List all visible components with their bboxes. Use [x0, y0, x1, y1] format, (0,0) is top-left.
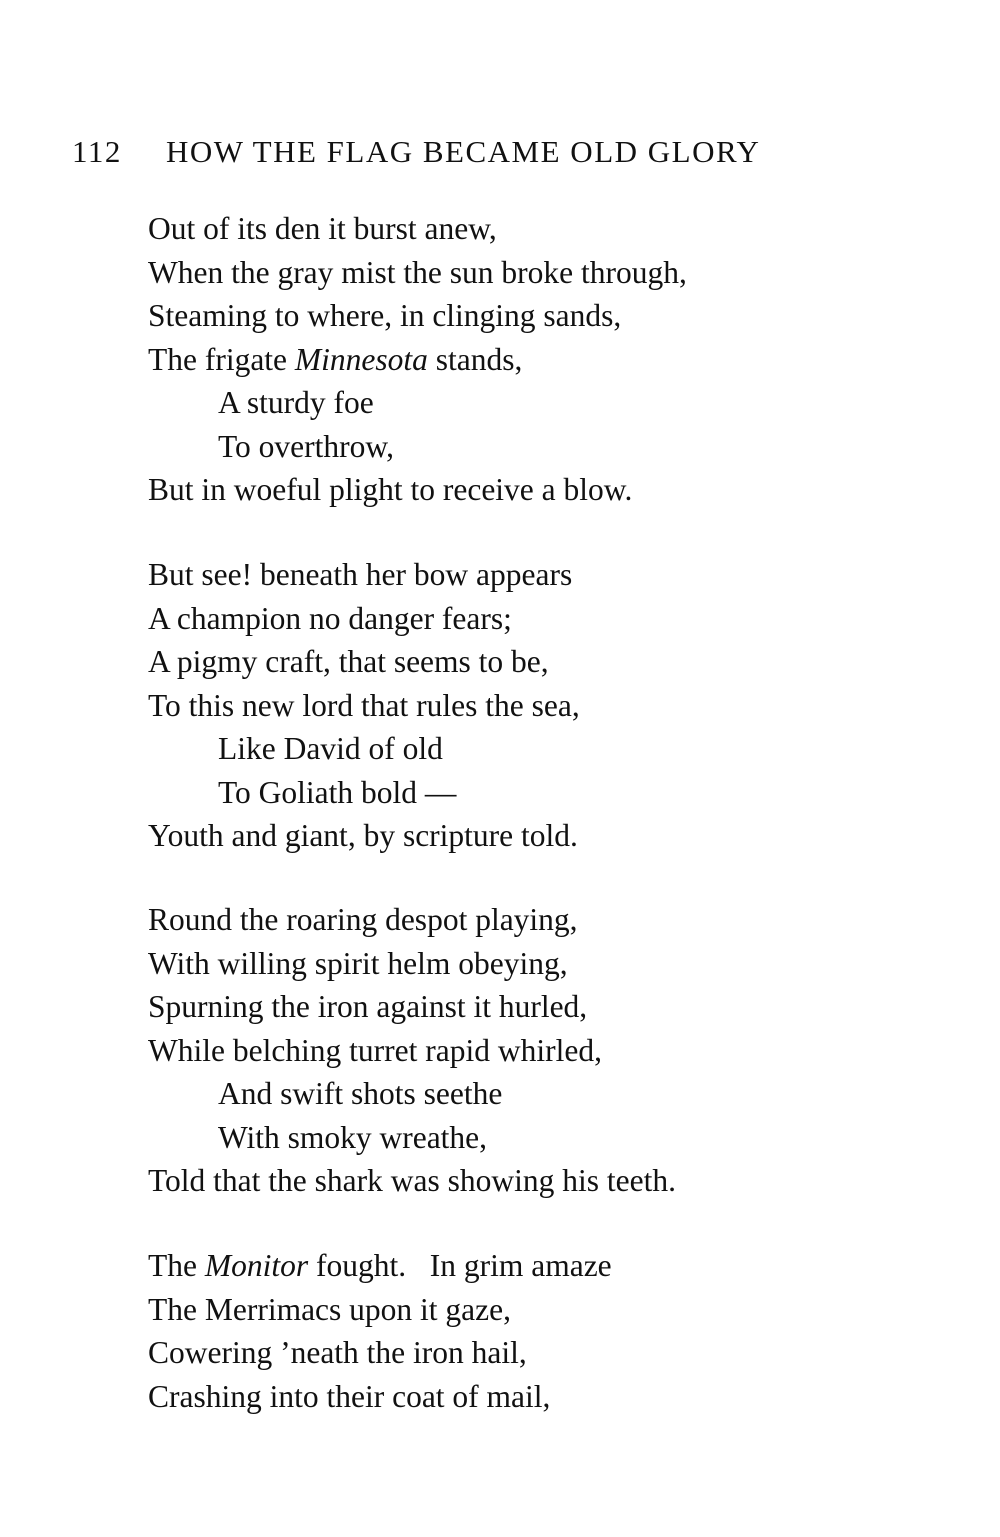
poem-line: While belching turret rapid whirled,	[148, 1032, 602, 1068]
stanza-4	[148, 1244, 908, 1418]
running-title: HOW THE FLAG BECAME OLD GLORY	[166, 134, 761, 169]
poem-line: Youth and giant, by scripture told.	[148, 818, 578, 853]
poem-line: A champion no danger fears;	[148, 600, 512, 636]
poem-line: Steaming to where, in clinging sands,	[148, 298, 622, 333]
stanza-3	[148, 898, 908, 1203]
poem-line-indented: To Goliath bold —	[218, 774, 457, 810]
poem-line: Round the roaring despot playing,	[148, 902, 578, 937]
ship-name-italic: Monitor	[204, 1248, 309, 1283]
poem-line	[148, 1244, 908, 1288]
poem-line: Spurning the iron against it hurled,	[148, 989, 588, 1024]
poem-line: A pigmy craft, that seems to be,	[148, 644, 549, 679]
poem-line: With willing spirit helm obeying,	[148, 945, 568, 981]
poem-line: But in woeful plight to receive a blow.	[148, 472, 633, 507]
poem-line-indented: To overthrow,	[218, 428, 394, 464]
page-number: 112	[72, 134, 122, 169]
poem-line: To this new lord that rules the sea,	[148, 687, 580, 723]
poem-line: When the gray mist the sun broke through,	[148, 254, 687, 290]
stanza-2	[148, 553, 908, 858]
stanza-1	[148, 207, 908, 512]
poem-line-text: stands,	[427, 341, 523, 377]
poem-line: Out of its den it burst anew,	[148, 211, 497, 246]
poem-line-text: The frigate	[148, 341, 295, 377]
poem-line-indented: With smoky wreathe,	[218, 1119, 488, 1155]
poem-line-indented: Like David of old	[218, 731, 443, 766]
poem-line-text: fought. In grim amaze	[308, 1248, 612, 1283]
running-head	[72, 134, 902, 178]
poem-line: But see! beneath her bow appears	[148, 557, 573, 592]
poem-line-indented: A sturdy foe	[218, 385, 374, 420]
poem-line	[148, 338, 908, 382]
ship-name-italic: Minnesota	[294, 341, 428, 377]
poem-line-indented: And swift shots seethe	[218, 1076, 503, 1111]
poem-line-text: The	[148, 1248, 205, 1283]
poem-line: Told that the shark was showing his teeth.	[148, 1163, 676, 1198]
poem-line: Cowering ’neath the iron hail,	[148, 1335, 527, 1370]
poem-line: Crashing into their coat of mail,	[148, 1378, 551, 1414]
poem-line: The Merrimacs upon it gaze,	[148, 1291, 511, 1327]
